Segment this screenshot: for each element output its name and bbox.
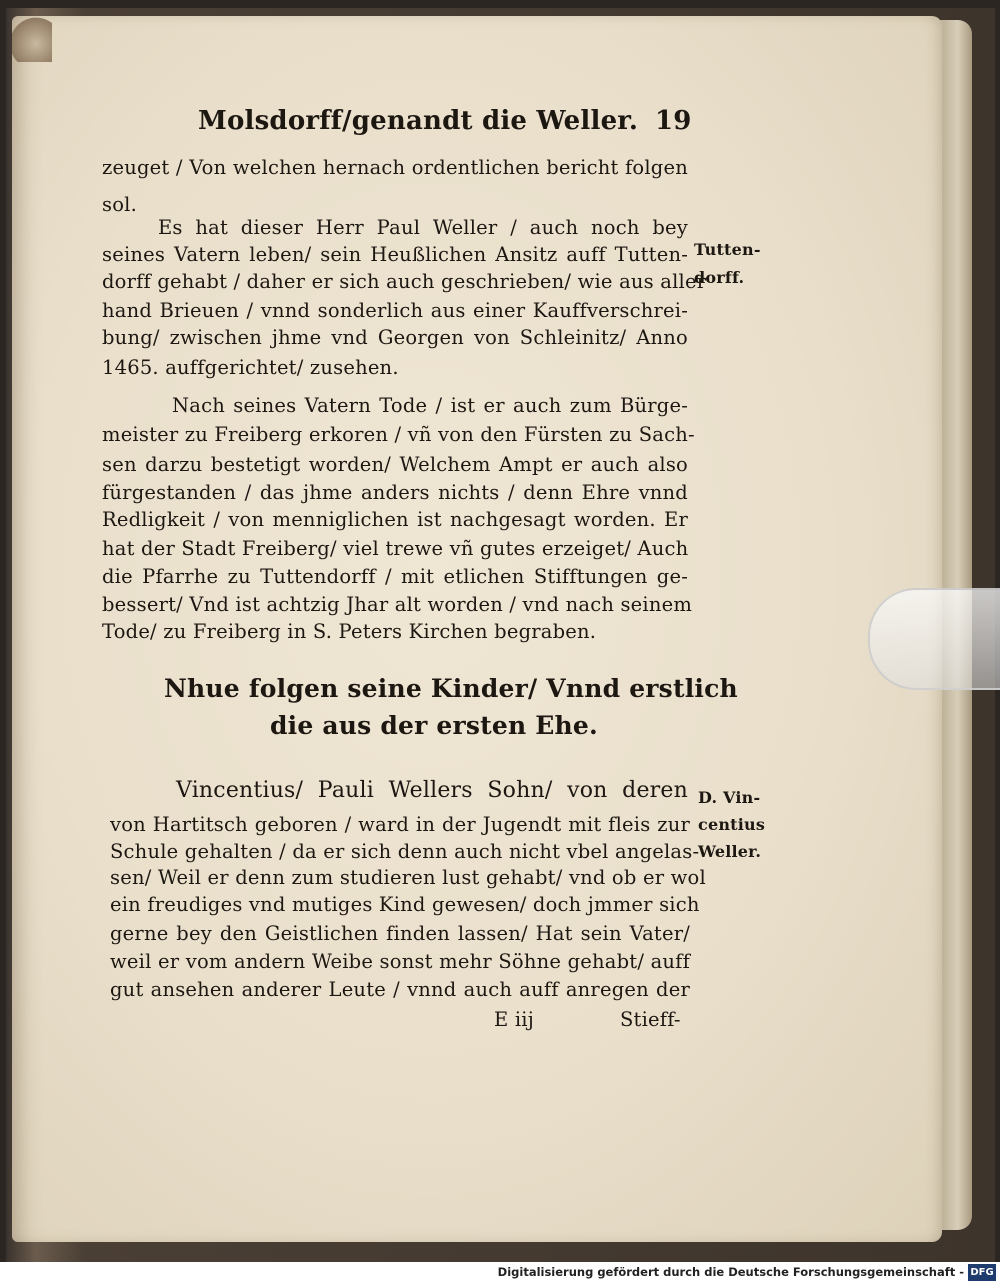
binding-corner bbox=[12, 16, 52, 62]
text-line: die Pfarrhe zu Tuttendorff / mit etlichen Stifftungen ge- bbox=[102, 565, 688, 588]
text-line: Es hat dieser Herr Paul Weller / auch noch bey bbox=[158, 216, 688, 239]
text-line: bessert/ Vnd ist achtzig Jhar alt worden / vnd nach seinem bbox=[102, 593, 693, 616]
text-line: gerne bey den Geistlichen finden lassen/ Hat sein Vater/ bbox=[110, 922, 690, 945]
text-line: ein freudiges vnd mutiges Kind gewesen/ doch jmmer sich bbox=[110, 893, 700, 916]
text-line: gut ansehen anderer Leute / vnnd auch auff anregen der bbox=[110, 978, 690, 1001]
signature-mark: E iij bbox=[494, 1008, 534, 1031]
text-line: zeuget / Von welchen hernach ordentlichen bericht folgen bbox=[102, 156, 688, 179]
text-line: bung/ zwischen jhme vnd Georgen von Schleinitz/ Anno bbox=[102, 326, 688, 349]
margin-note: dorff. bbox=[694, 268, 745, 287]
dfg-logo: DFG bbox=[968, 1264, 996, 1281]
text-line: fürgestanden / das jhme anders nichts / denn Ehre vnnd bbox=[102, 481, 688, 504]
text-line: Redligkeit / von menniglichen ist nachgesagt worden. Er bbox=[102, 508, 688, 531]
margin-note: Weller. bbox=[698, 842, 762, 861]
section-heading: die aus der ersten Ehe. bbox=[270, 711, 598, 740]
text-line: sen darzu bestetigt worden/ Welchem Ampt er auch also bbox=[102, 453, 688, 476]
text-line: Vincentius/ Pauli Wellers Sohn/ von deren bbox=[176, 778, 688, 803]
margin-note: D. Vin- bbox=[698, 788, 761, 807]
text-line: meister zu Freiberg erkoren / vñ von den Fürsten zu Sach- bbox=[102, 423, 695, 446]
page-number: 19 bbox=[655, 106, 692, 136]
margin-note: centius bbox=[698, 815, 766, 834]
text-line: weil er vom andern Weibe sonst mehr Söhne gehabt/ auff bbox=[110, 950, 690, 973]
text-line: Nach seines Vatern Tode / ist er auch zum Bürge- bbox=[172, 394, 688, 417]
text-line: hand Brieuen / vnnd sonderlich aus einer Kauffverschrei- bbox=[102, 299, 688, 322]
funding-credit: Digitalisierung gefördert durch die Deutsche Forschungsgemeinschaft - bbox=[497, 1265, 964, 1279]
section-heading: Nhue folgen seine Kinder/ Vnnd erstlich bbox=[164, 674, 738, 703]
text-line: 1465. auffgerichtet/ zusehen. bbox=[102, 356, 399, 379]
footer-bar bbox=[0, 1262, 1000, 1284]
margin-note: Tutten- bbox=[694, 240, 761, 259]
text-line: seines Vatern leben/ sein Heußlichen Ansitz auff Tutten- bbox=[102, 243, 688, 266]
text-line: sen/ Weil er denn zum studieren lust gehabt/ vnd ob er wol bbox=[110, 866, 706, 889]
catchword: Stieff- bbox=[620, 1008, 681, 1031]
text-line: Schule gehalten / da er sich denn auch nicht vbel angelas- bbox=[110, 840, 700, 863]
text-line: dorff gehabt / daher er sich auch geschrieben/ wie aus aller bbox=[102, 270, 707, 293]
text-line: sol. bbox=[102, 193, 137, 216]
running-header: Molsdorff/genandt die Weller. bbox=[198, 106, 639, 136]
text-line: hat der Stadt Freiberg/ viel trewe vñ gutes erzeiget/ Auch bbox=[102, 537, 689, 560]
text-line: von Hartitsch geboren / ward in der Jugendt mit fleis zur bbox=[110, 813, 690, 836]
text-line: Tode/ zu Freiberg in S. Peters Kirchen begraben. bbox=[102, 620, 597, 643]
page-clip bbox=[868, 588, 1000, 690]
